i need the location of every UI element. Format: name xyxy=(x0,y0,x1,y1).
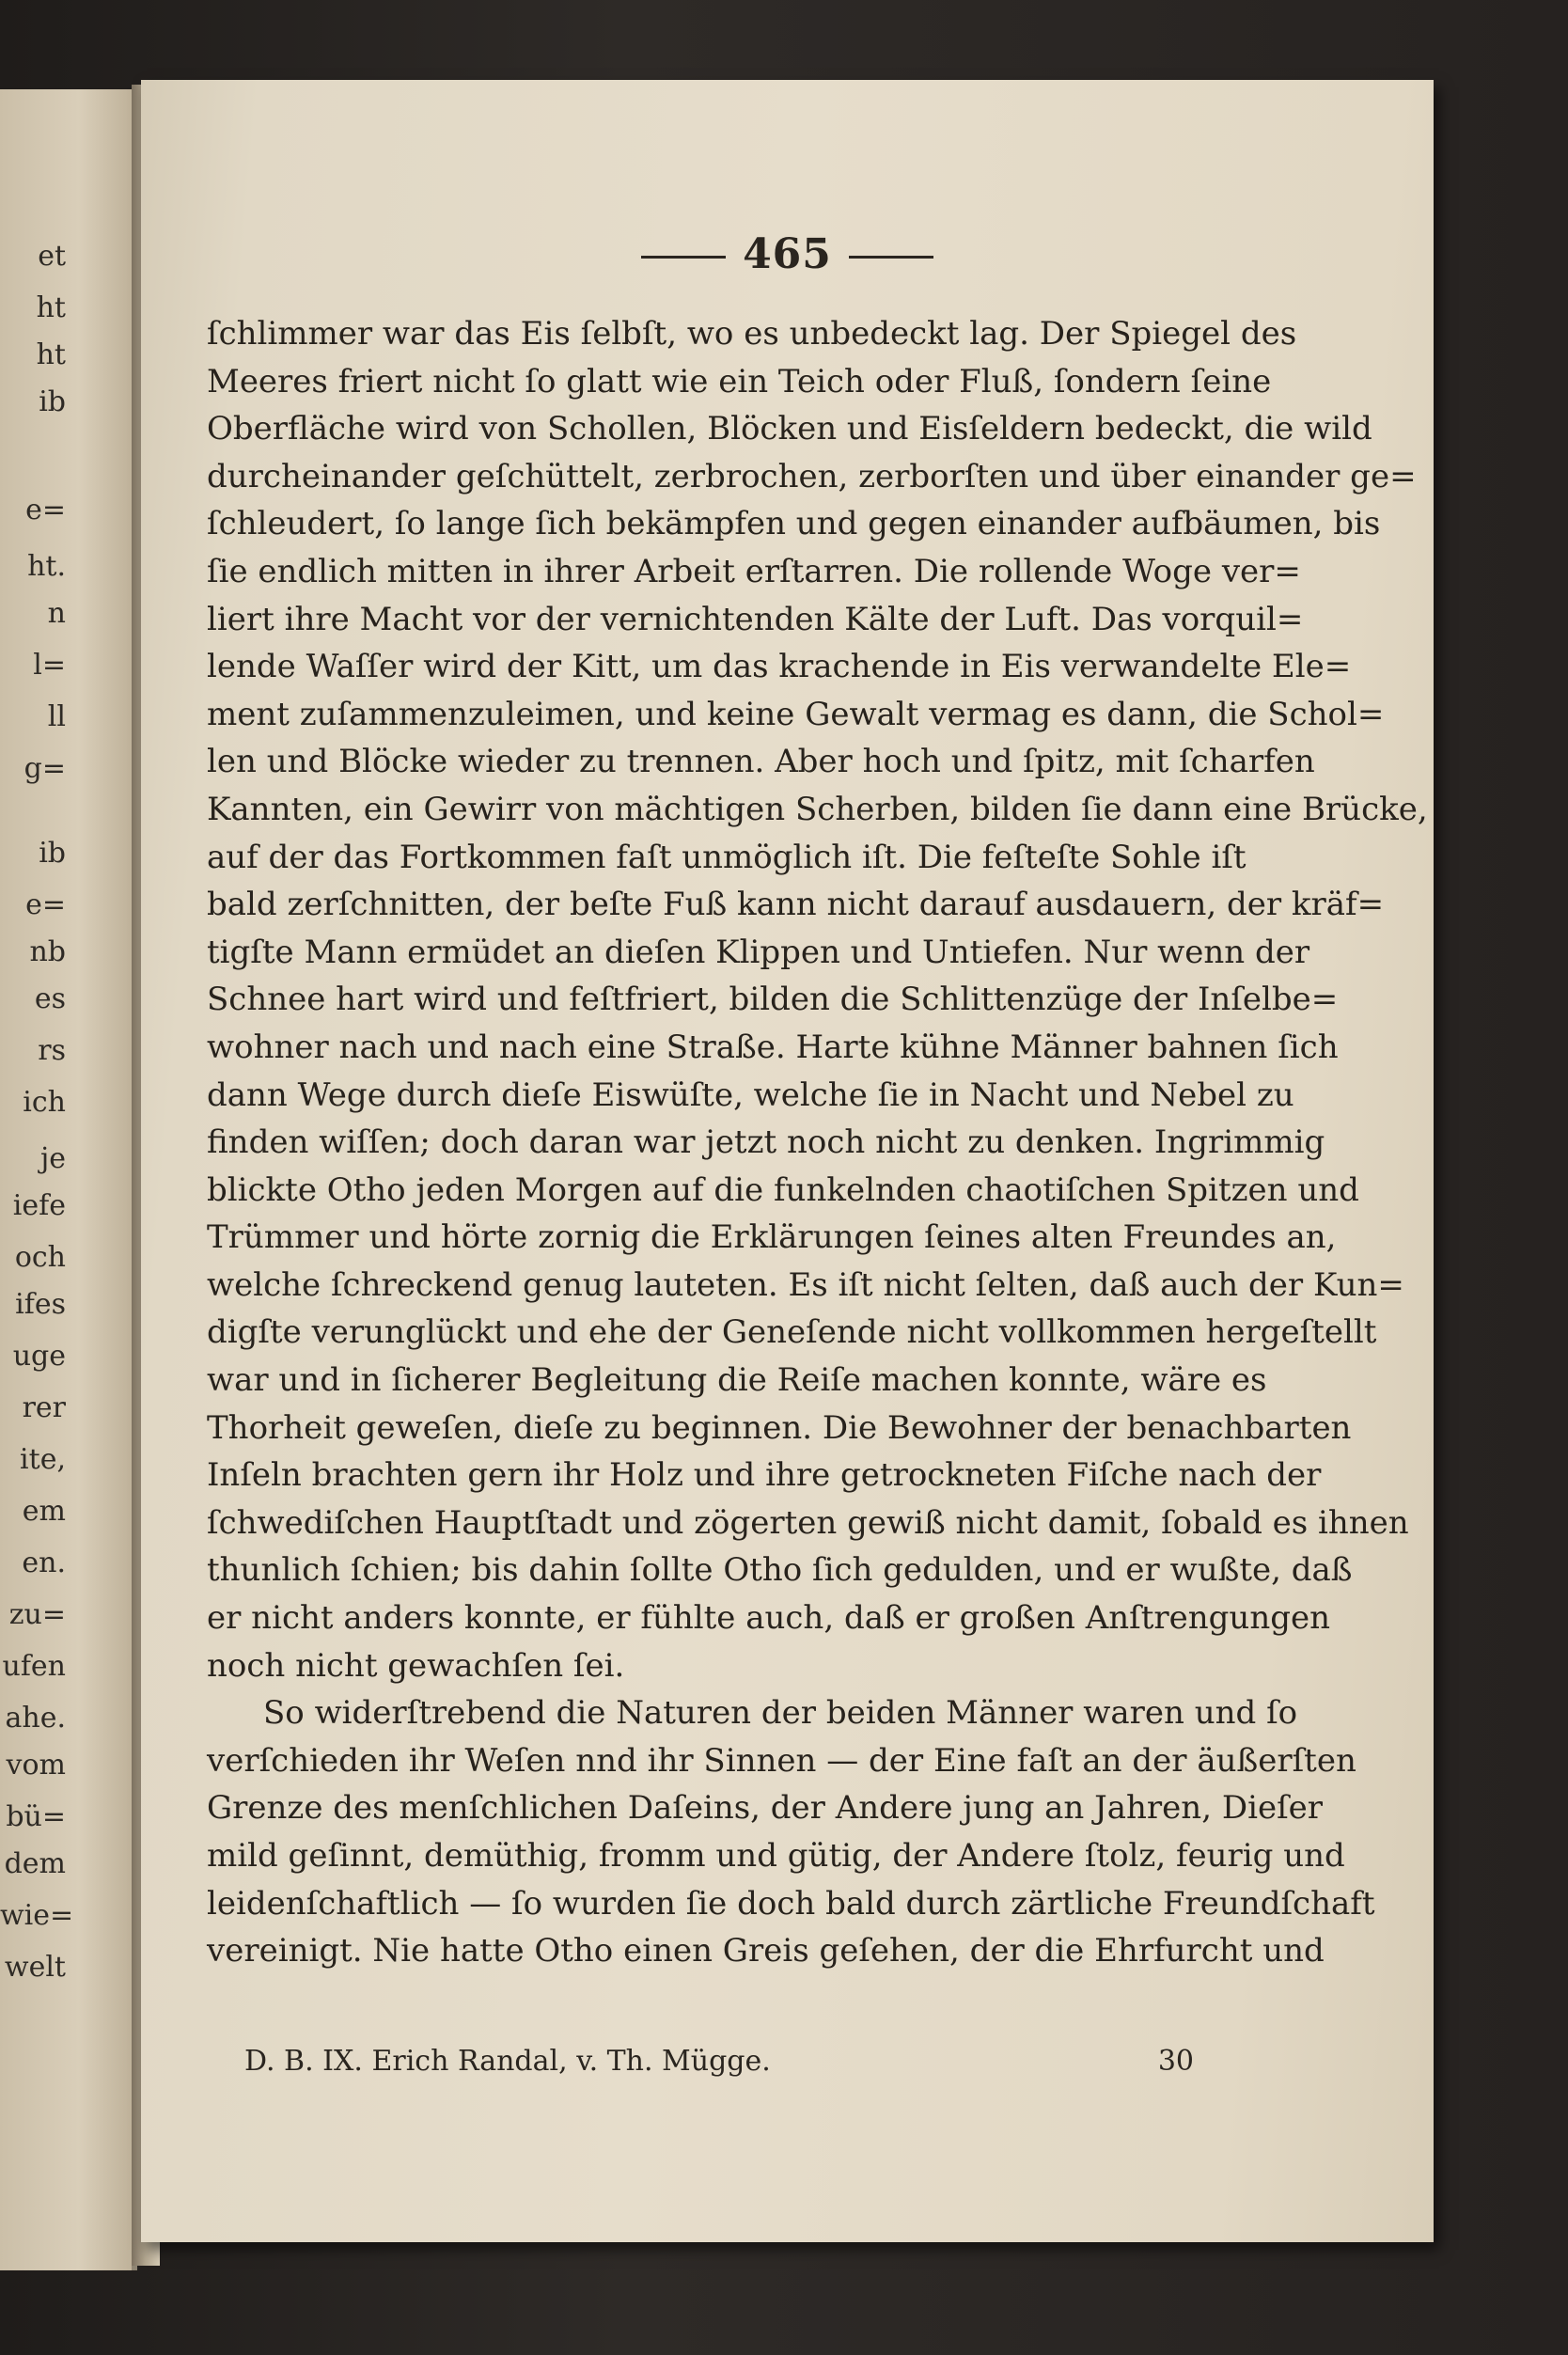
text-line: ment zuſammenzuleimen, und keine Gewalt vermag es dann, die Schol= xyxy=(207,695,1385,733)
margin-fragment: dem xyxy=(4,1847,66,1880)
text-line: durcheinander geſchüttelt, zerbrochen, zerborſten und über einander ge= xyxy=(207,457,1417,495)
margin-fragment: ht. xyxy=(27,550,66,583)
signature-number: 30 xyxy=(1157,2045,1194,2078)
text-line: welche ſchreckend genug lauteten. Es iſt nicht ſelten, daß auch der Kun= xyxy=(207,1265,1404,1304)
margin-fragment: wie= xyxy=(0,1899,74,1932)
text-line: Grenze des menſchlichen Daſeins, der Andere jung an Jahren, Dieſer xyxy=(207,1789,1324,1828)
margin-fragment: nb xyxy=(29,935,66,968)
footer-signature: D. B. IX. Erich Randal, v. Th. Mügge. xyxy=(244,2045,771,2078)
margin-fragment: iefe xyxy=(12,1189,66,1222)
text-line: auf der das Fortkommen faſt unmöglich iſt. Die feſteſte Sohle iſt xyxy=(207,838,1247,876)
text-line: tigſte Mann ermüdet an dieſen Klippen und Untiefen. Nur wenn der xyxy=(207,933,1310,971)
header-dash-left xyxy=(641,256,726,259)
margin-fragment: ifes xyxy=(15,1288,66,1321)
text-line: verſchieden ihr Weſen nnd ihr Sinnen — der Eine faſt an der äußerſten xyxy=(207,1741,1356,1780)
margin-fragment: bü= xyxy=(6,1800,66,1833)
margin-fragment: uge xyxy=(12,1340,66,1373)
margin-fragment: e= xyxy=(25,494,66,526)
page-footer xyxy=(244,2045,1194,2082)
text-line: blickte Otho jeden Morgen auf die funkelnden chaotiſchen Spitzen und xyxy=(207,1170,1359,1209)
margin-fragment: vom xyxy=(6,1749,66,1782)
text-line: digſte verunglückt und ehe der Geneſende nicht vollkommen hergeſtellt xyxy=(207,1313,1377,1352)
margin-fragment: ib xyxy=(39,385,66,418)
book-page xyxy=(141,80,1434,2242)
text-line: war und in ſicherer Begleitung die Reiſe machen konnte, wäre es xyxy=(207,1361,1267,1400)
margin-fragment: et xyxy=(38,240,66,273)
margin-fragment: och xyxy=(14,1241,66,1274)
body-text xyxy=(207,310,1428,1975)
text-line: So widerſtrebend die Naturen der beiden Männer waren und ſo xyxy=(263,1694,1298,1733)
margin-fragment: ich xyxy=(23,1086,66,1119)
text-line: Schnee hart wird und feſtfriert, bilden die Schlittenzüge der Inſelbe= xyxy=(207,981,1339,1019)
margin-fragment: ll xyxy=(47,700,66,733)
text-line: thunlich ſchien; bis dahin ſollte Otho ſich gedulden, und er wußte, daß xyxy=(207,1551,1353,1590)
margin-fragment: ite, xyxy=(20,1443,66,1476)
text-line: ſchwediſchen Hauptſtadt und zögerten gewiß nicht damit, ſobald es ihnen xyxy=(207,1503,1409,1542)
text-line: lende Waſſer wird der Kitt, um das krachende in Eis verwandelte Ele= xyxy=(207,648,1352,686)
margin-fragment: ahe. xyxy=(5,1702,66,1735)
margin-fragment: em xyxy=(22,1495,66,1528)
margin-fragment: ht xyxy=(36,291,66,324)
text-line: dann Wege durch dieſe Eiswüſte, welche ſie in Nacht und Nebel zu xyxy=(207,1075,1294,1114)
header-dash-right xyxy=(849,256,933,259)
margin-fragment: welt xyxy=(4,1951,66,1984)
text-line: len und Blöcke wieder zu trennen. Aber hoch und ſpitz, mit ſcharfen xyxy=(207,743,1315,781)
text-line: Trümmer und hörte zornig die Erklärungen ſeines alten Freundes an, xyxy=(207,1218,1337,1257)
text-line: Oberfläche wird von Schollen, Blöcken und Eisſeldern bedeckt, die wild xyxy=(207,410,1372,448)
margin-fragment: g= xyxy=(24,752,66,785)
margin-fragment: ht xyxy=(36,338,66,371)
margin-fragment: ib xyxy=(39,837,66,870)
text-line: Thorheit geweſen, dieſe zu beginnen. Die Bewohner der benachbarten xyxy=(207,1408,1352,1447)
margin-fragment: zu= xyxy=(8,1598,66,1631)
text-line: ſchlimmer war das Eis ſelbſt, wo es unbedeckt lag. Der Spiegel des xyxy=(207,315,1297,353)
text-line: noch nicht gewachſen ſei. xyxy=(207,1646,625,1685)
margin-fragment: ufen xyxy=(2,1650,66,1683)
text-line: Meeres friert nicht ſo glatt wie ein Teich oder Fluß, ſondern ſeine xyxy=(207,362,1272,400)
margin-fragment: rer xyxy=(22,1391,66,1424)
page-number-header xyxy=(141,230,1434,278)
margin-fragment: je xyxy=(39,1142,66,1175)
text-line: leidenſchaftlich — ſo wurden ſie doch bald durch zärtliche Freundſchaft xyxy=(207,1884,1375,1923)
page-number: 465 xyxy=(743,230,832,278)
text-line: wohner nach und nach eine Straße. Harte kühne Männer bahnen ſich xyxy=(207,1028,1339,1066)
margin-fragment: en. xyxy=(22,1546,66,1579)
text-line: ſchleudert, ſo lange ſich bekämpfen und gegen einander aufbäumen, bis xyxy=(207,505,1381,543)
text-line: finden wiſſen; doch daran war jetzt noch nicht zu denken. Ingrimmig xyxy=(207,1123,1325,1162)
margin-fragment: n xyxy=(47,597,66,630)
text-line: bald zerſchnitten, der beſte Fuß kann nicht darauf ausdauern, der kräf= xyxy=(207,886,1385,924)
text-line: Kannten, ein Gewirr von mächtigen Scherben, bilden ſie dann eine Brücke, xyxy=(207,790,1428,828)
text-line: mild geſinnt, demüthig, fromm und gütig, der Andere ſtolz, feurig und xyxy=(207,1837,1345,1875)
margin-fragment: rs xyxy=(38,1034,66,1067)
text-line: Inſeln brachten gern ihr Holz und ihre getrockneten Fiſche nach der xyxy=(207,1456,1322,1495)
margin-fragment: e= xyxy=(25,888,66,921)
text-line: er nicht anders konnte, er fühlte auch, daß er großen Anſtrengungen xyxy=(207,1599,1331,1638)
margin-fragment: es xyxy=(34,982,66,1015)
text-line: liert ihre Macht vor der vernichtenden Kälte der Luft. Das vorquil= xyxy=(207,600,1304,638)
adjacent-left-page xyxy=(0,89,137,2270)
text-line: vereinigt. Nie hatte Otho einen Greis geſehen, der die Ehrfurcht und xyxy=(207,1932,1325,1970)
margin-fragment: l= xyxy=(33,649,66,682)
text-line: ſie endlich mitten in ihrer Arbeit erſtarren. Die rollende Woge ver= xyxy=(207,552,1301,590)
